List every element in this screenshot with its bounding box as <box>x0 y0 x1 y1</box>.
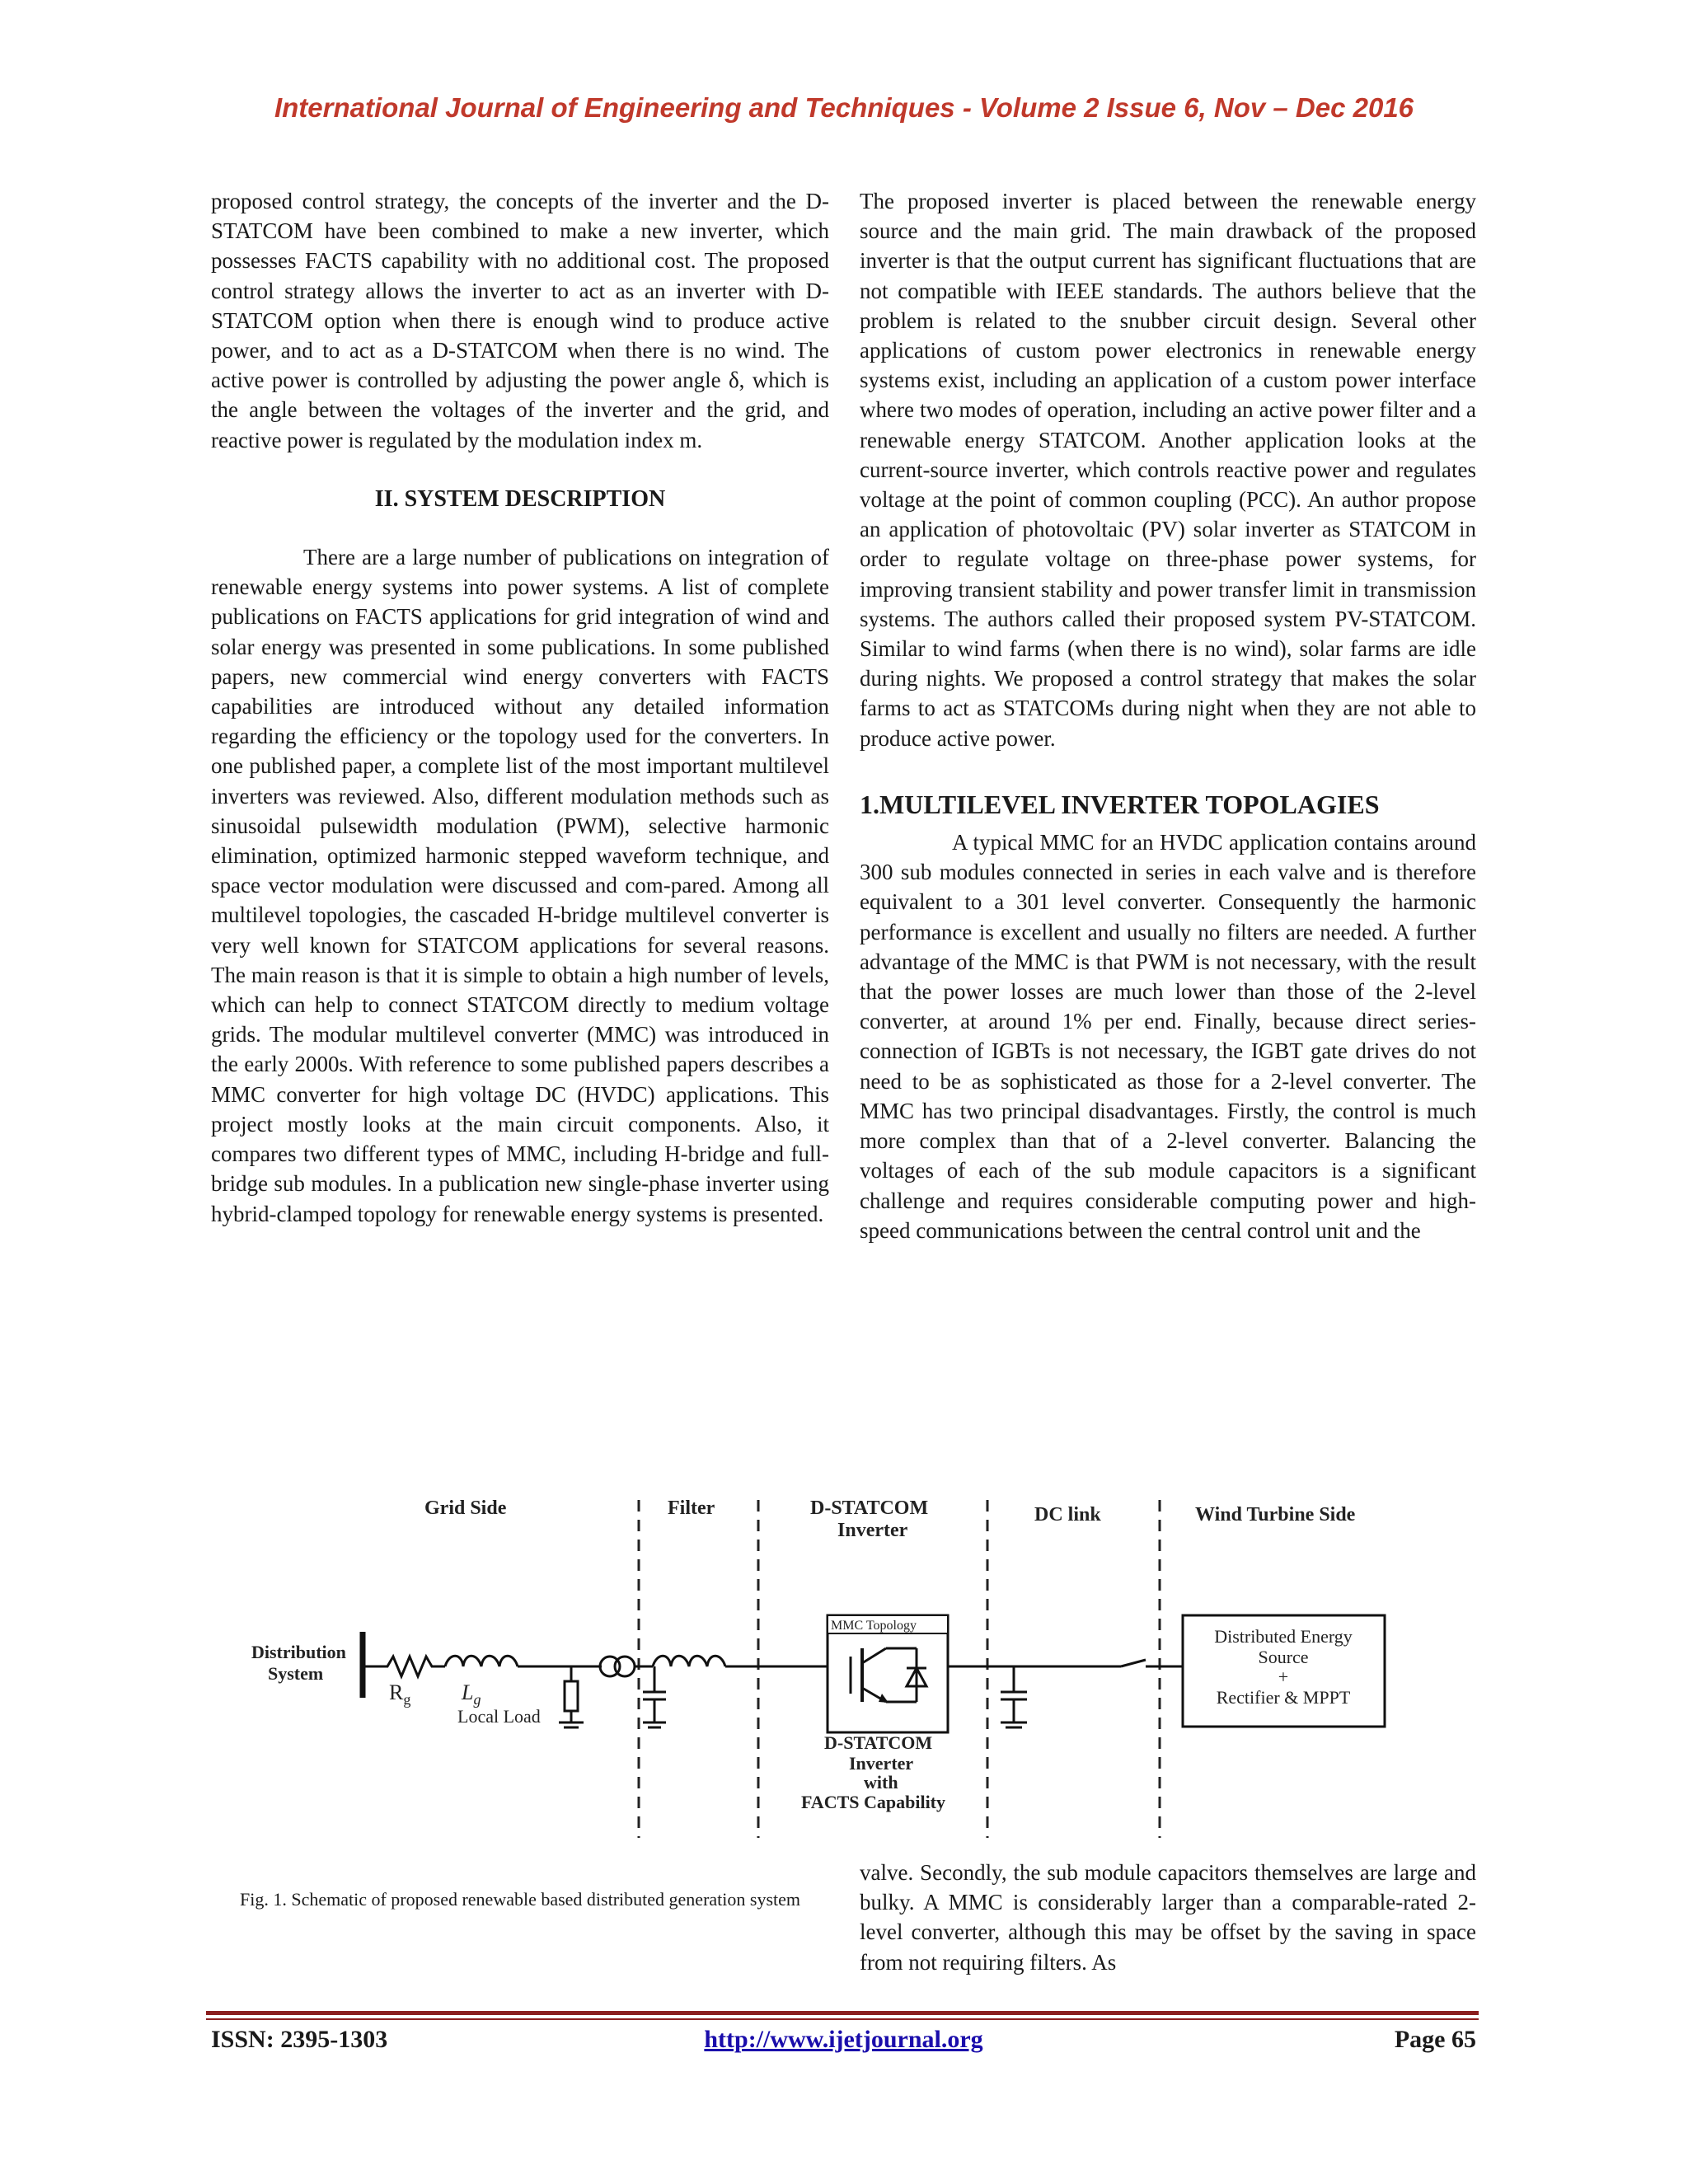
issn-label: ISSN: 2395-1303 <box>211 2026 388 2053</box>
inverter-caption: FACTS Capability <box>801 1792 946 1812</box>
journal-url-link[interactable]: http://www.ijetjournal.org <box>704 2026 983 2053</box>
source-box-label: Source <box>1258 1647 1309 1667</box>
section-heading-multilevel: 1.MULTILEVEL INVERTER TOPOLAGIES <box>860 789 1380 819</box>
zone-label-dc-link: DC link <box>1034 1504 1101 1526</box>
source-box-label: + <box>1278 1666 1289 1687</box>
distribution-system-label: Distribution <box>251 1642 346 1662</box>
intro-paragraph-right: The proposed inverter is placed between the renewable energy source and the main grid. The main drawback of the proposed inverter is that the output current has significant fluctuations that are not compatible with IEEE standards. The authors believe that the problem is related to the snubber circuit design. Several other applications of custom power electronics in renewable energy systems exist, including an application of a custom power interface where two modes of operation, including an active power filter and a renewable energy STATCOM. Another application looks at the current-source inverter, which controls reactive power and regulates voltage at the point of common coupling (PCC). An author propose an application of photovoltaic (PV) solar inverter as STATCOM in order to regulate voltage on three-phase power systems, for improving transient stability and power transfer limit in transmission systems. The authors called their proposed system PV-STATCOM. Similar to wind farms (when there is no wind), solar farms are idle during nights. We proposed a control strategy that makes the solar farms to act as STATCOMs during night when they are not able to produce active power. <box>860 189 1476 751</box>
section-heading-system-description: II. SYSTEM DESCRIPTION <box>374 485 666 512</box>
page-number: Page 65 <box>1394 2026 1476 2053</box>
mmc-topology-label: MMC Topology <box>831 1619 917 1633</box>
zone-label-filter: Filter <box>668 1497 715 1519</box>
lg-label: $L_g$ <box>462 1680 481 1708</box>
rg-label: $R_g$ <box>389 1680 411 1708</box>
page-footer <box>211 2026 1476 2062</box>
inductor-lg <box>445 1656 518 1666</box>
journal-header: International Journal of Engineering and Techniques - Volume 2 Issue 6, Nov – Dec 2016 <box>274 92 1414 123</box>
mmc-paragraph: A typical MMC for an HVDC application contains around 300 sub modules connected in series in each valve and is therefore equivalent to a 301 level converter. Consequently the harmonic performance is excellent and usually no filters are needed. A further advantage of the MMC is that PWM is not necessary, with the result that the power losses are much lower than those of the 2-level converter, at around 1% per end. Finally, because direct series-connection of IGBTs is not necessary, the IGBT gate drives do not need to be as sophisticated as those for a 2-level converter. The MMC has two principal disadvantages. Firstly, the control is much more complex than that of a 2-level converter. Balancing the voltages of each of the sub module capacitors is a significant challenge and requires considerable computing power and high-speed communications between the central control unit and the <box>860 830 1476 1243</box>
inverter-caption: D-STATCOM <box>824 1732 933 1753</box>
switch-icon <box>1121 1660 1146 1666</box>
source-box-label: Rectifier & MPPT <box>1216 1687 1351 1708</box>
zone-label-dstatcom: D-STATCOM <box>810 1497 929 1519</box>
continued-paragraph: valve. Secondly, the sub module capacitors themselves are large and bulky. A MMC is considerably larger than a comparable-rated 2-level converter, although this may be offset by the saving in space from not requiring filters. As <box>860 1860 1476 1975</box>
right-column-continued <box>860 1858 1476 1977</box>
system-description-paragraph: There are a large number of publications on integration of renewable energy systems into power systems. A list of complete publications on FACTS applications for grid integration of wind and solar energy was presented in some publications. In some published papers, new commercial wind energy converters with FACTS capabilities are introduced without any detailed information regarding the efficiency or the topology used for the converters. In one published paper, a complete list of the most important multilevel inverters was reviewed. Also, different modulation methods such as sinusoidal pulsewidth modulation (PWM), selective harmonic elimination, optimized harmonic stepped waveform technique, and space vector modulation were discussed and com-pared. Among all multilevel topologies, the cascaded H-bridge multilevel converter is very well known for STATCOM applications for several reasons. The main reason is that it is simple to obtain a high number of levels, which can help to connect STATCOM directly to medium voltage grids. The modular multilevel converter (MMC) was introduced in the early 2000s. With reference to some published papers describes a MMC converter for high voltage DC (HVDC) applications. This project mostly looks at the main circuit components. Also, it compares two different types of MMC, including H-bridge and full-bridge sub modules. In a publication new single-phase inverter using hybrid-clamped topology for renewable energy systems is presented. <box>211 545 829 1226</box>
right-column <box>860 186 1476 1245</box>
distribution-system-label: System <box>268 1663 324 1684</box>
figure-schematic <box>247 1483 1434 1846</box>
filter-inductor <box>653 1656 725 1666</box>
source-box-label: Distributed Energy <box>1214 1626 1353 1647</box>
zone-label-wind-turbine-side: Wind Turbine Side <box>1195 1504 1356 1526</box>
transformer-coil-icon <box>615 1657 635 1676</box>
intro-paragraph-left: proposed control strategy, the concepts of the inverter and the D-STATCOM have been combined to make a new inverter, which possesses FACTS capability with no additional cost. The proposed control strategy allows the inverter to act as an inverter with D-STATCOM option when there is enough wind to produce active power, and to act as a D-STATCOM when there is no wind. The active power is controlled by adjusting the power angle δ, which is the angle between the voltages of the inverter and the grid, and reactive power is regulated by the modulation index m. <box>211 189 829 452</box>
footer-rule <box>206 2018 1479 2020</box>
zone-label-grid-side: Grid Side <box>424 1497 507 1519</box>
schematic-diagram <box>247 1483 1434 1846</box>
inverter-caption: with <box>864 1772 898 1793</box>
resistor-rg <box>363 1657 445 1676</box>
footer-rule <box>206 2011 1479 2015</box>
zone-label-inverter: Inverter <box>837 1520 908 1541</box>
inverter-caption: Inverter <box>849 1753 914 1774</box>
local-load-resistor <box>565 1681 578 1711</box>
figure-caption: Fig. 1. Schematic of proposed renewable based distributed generation system <box>240 1889 800 1910</box>
local-load-label: Local Load <box>457 1706 541 1727</box>
left-column <box>211 186 829 1229</box>
